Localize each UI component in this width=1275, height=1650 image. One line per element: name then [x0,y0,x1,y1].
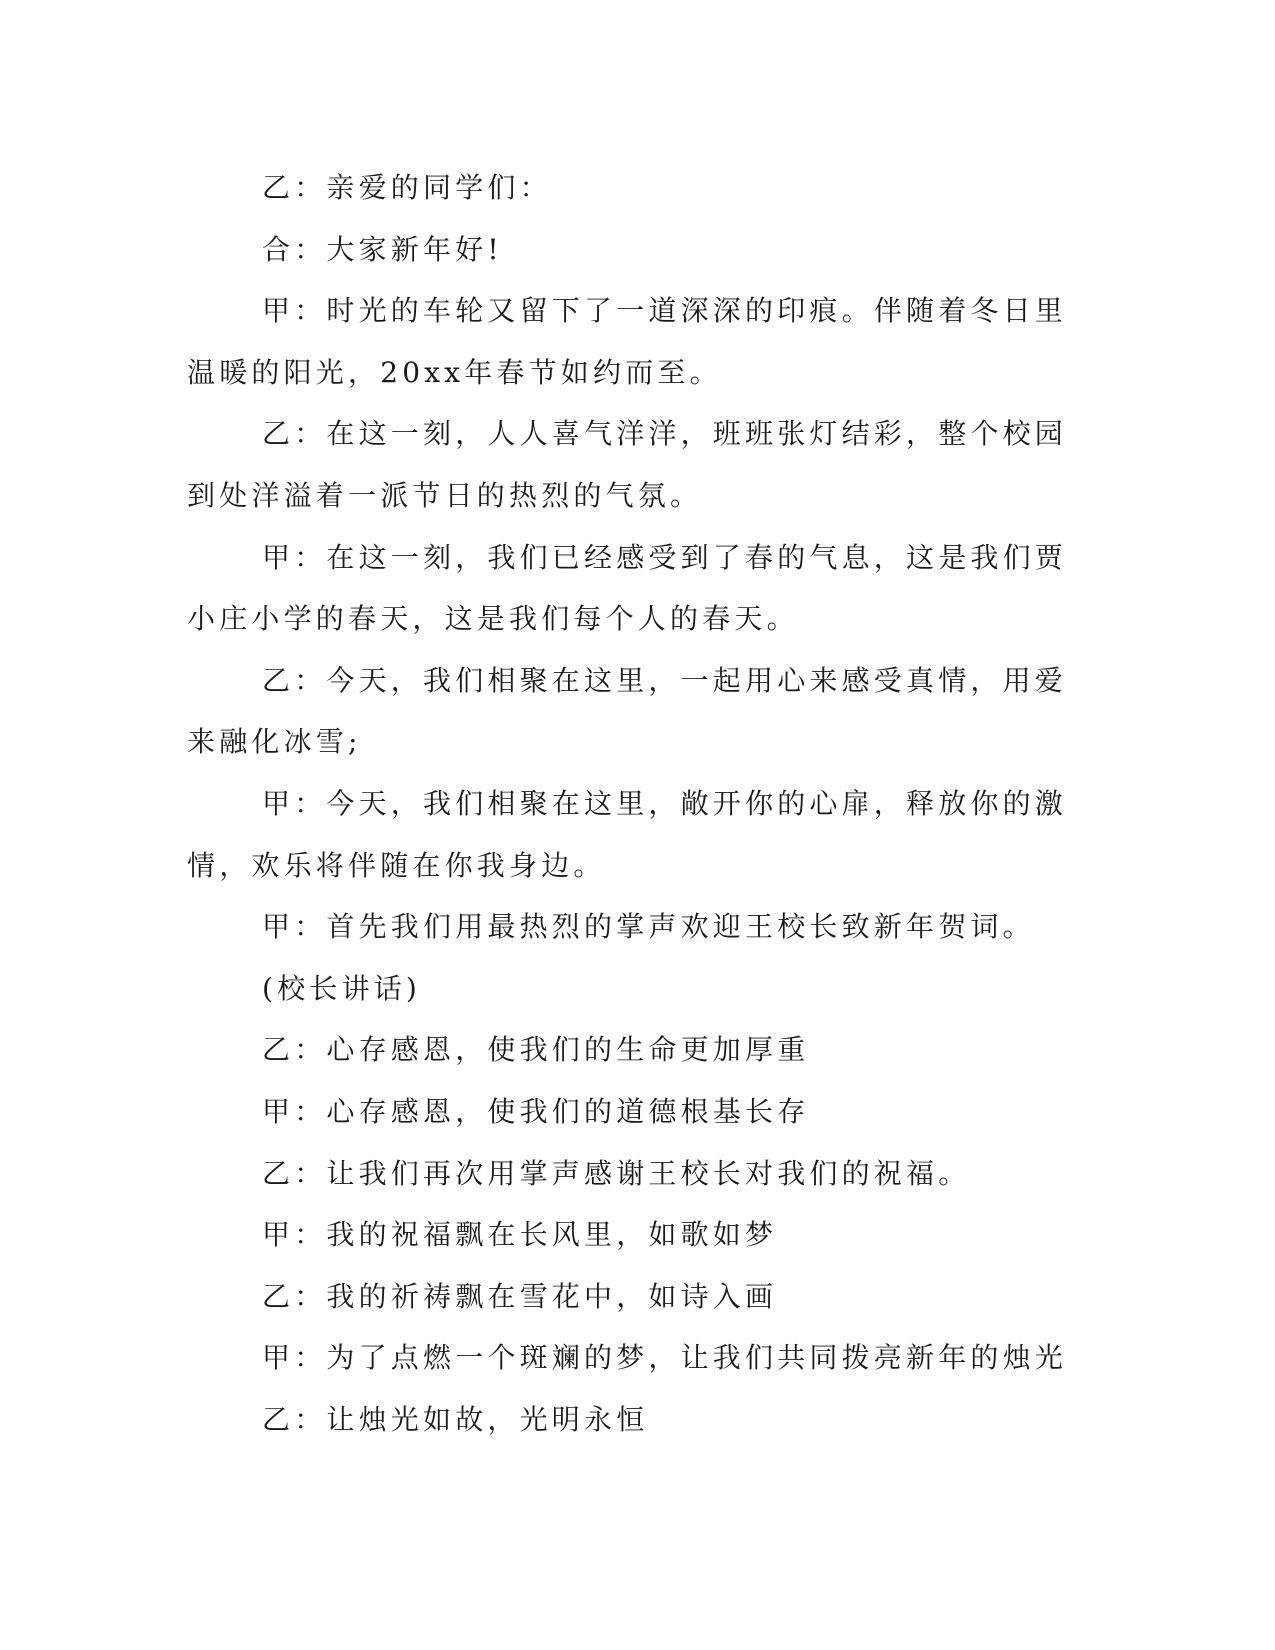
paragraph-2: 合：大家新年好! [262,232,503,266]
paragraph-4: 乙：在这一刻，人人喜气洋洋，班班张灯结彩，整个校园到处洋溢着一派节日的热烈的气氛。 [187,417,1068,512]
paragraph-13: 甲：我的祝福飘在长风里，如歌如梦 [262,1218,778,1252]
paragraph-7: 甲：今天，我们相聚在这里，敞开你的心扉，释放你的激情，欢乐将伴随在你我身边。 [187,786,1068,882]
paragraph-11: 甲：心存感恩，使我们的道德根基长存 [262,1094,810,1128]
paragraph-1: 乙：亲爱的同学们： [262,171,552,204]
paragraph-15: 甲：为了点燃一个斑斓的梦，让我们共同拨亮新年的烛光 [262,1341,1068,1375]
paragraph-6: 乙：今天，我们相聚在这里，一起用心来感受真情，用爱来融化冰雪; [187,663,1068,759]
paragraph-14: 乙：我的祈祷飘在雪花中，如诗入画 [262,1279,778,1313]
document-body [187,157,1073,1450]
paragraph-9: (校长讲话) [262,971,422,1005]
paragraph-12: 乙：让我们再次用掌声感谢王校长对我们的祝福。 [262,1156,971,1190]
paragraph-8: 甲：首先我们用最热烈的掌声欢迎王校长致新年贺词。 [262,910,1035,944]
paragraph-16: 乙：让烛光如故，光明永恒 [262,1402,649,1436]
paragraph-3: 甲：时光的车轮又留下了一道深深的印痕。伴随着冬日里温暖的阳光，20xx年春节如约而至。 [187,294,1068,389]
paragraph-5: 甲：在这一刻，我们已经感受到了春的气息，这是我们贾小庄小学的春天，这是我们每个人的春天。 [187,540,1068,636]
paragraph-10: 乙：心存感恩，使我们的生命更加厚重 [262,1033,810,1067]
